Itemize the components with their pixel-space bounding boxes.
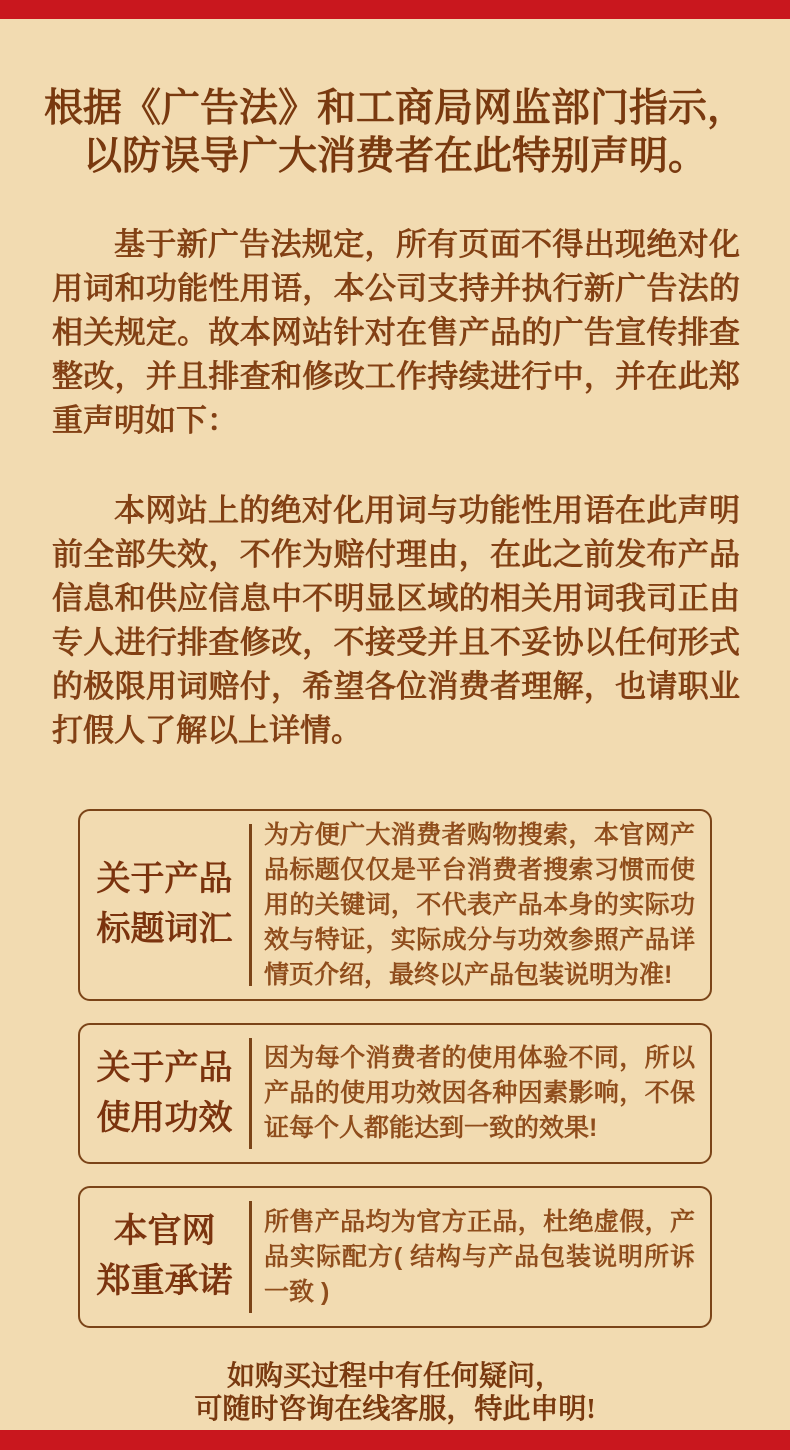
notice-label-line2: 郑重承诺 [96,1263,233,1300]
notice-text-official-promise: 所售产品均为官方正品，杜绝虚假，产品实际配方( 结构与产品包装说明所诉一致 ) [264,1207,695,1306]
page-title-line1: 根据《广告法》和工商局网监部门指示， [43,87,746,130]
notice-text-container [252,811,710,999]
notice-label-product-title [80,811,249,999]
notice-label-line1: 本官网 [113,1213,216,1250]
notice-label-official-promise [80,1188,249,1326]
notice-label-line1: 关于产品 [96,861,233,898]
notice-box-list [78,809,712,1328]
notice-text-container [252,1025,710,1162]
notice-label-line2: 使用功效 [96,1099,233,1137]
notice-text-product-effect: 因为每个消费者的使用体验不同，所以产品的使用功效因各种因素影响，不保证每个人都能达到一致的效果! [264,1044,695,1142]
page-title-line2: 以防误导广大消费者在此特别声明。 [82,135,707,178]
notice-box-official-promise [78,1186,712,1328]
footer-note [0,1360,790,1426]
top-red-bar [0,0,790,19]
page-title [30,85,760,181]
bottom-red-bar [0,1430,790,1450]
notice-text-product-title: 为方便广大消费者购物搜索，本官网产品标题仅仅是平台消费者搜索习惯而使用的关键词，不代表产品本身的实际功效与特证，实际成分与功效参照产品详情页介绍，最终以产品包装说明为准! [264,820,695,989]
notice-label-line2: 标题词汇 [96,911,233,948]
footer-note-line1: 如购买过程中有任何疑问， [226,1361,563,1392]
notice-text-container [252,1188,710,1326]
notice-label-product-effect [80,1025,249,1162]
notice-label-line1: 关于产品 [96,1049,233,1087]
notice-box-product-effect [78,1023,712,1164]
notice-box-product-title [78,809,712,1001]
footer-note-line2: 可随时咨询在线客服，特此申明! [194,1394,596,1425]
statement-paragraph-1: 基于新广告法规定，所有页面不得出现绝对化用词和功能性用语，本公司支持并执行新广告法的相关规定。故本网站针对在售产品的广告宣传排查整改，并且排查和修改工作持续进行中，并在此郑重声明如下： [52,227,740,438]
statement-paragraph-2: 本网站上的绝对化用词与功能性用语在此声明前全部失效，不作为赔付理由，在此之前发布产品信息和供应信息中不明显区域的相关用词我司正由专人进行排查修改，不接受并且不妥协以任何形式的极限用词赔付，希望各位消费者理解，也请职业打假人了解以上详情。 [52,493,740,748]
